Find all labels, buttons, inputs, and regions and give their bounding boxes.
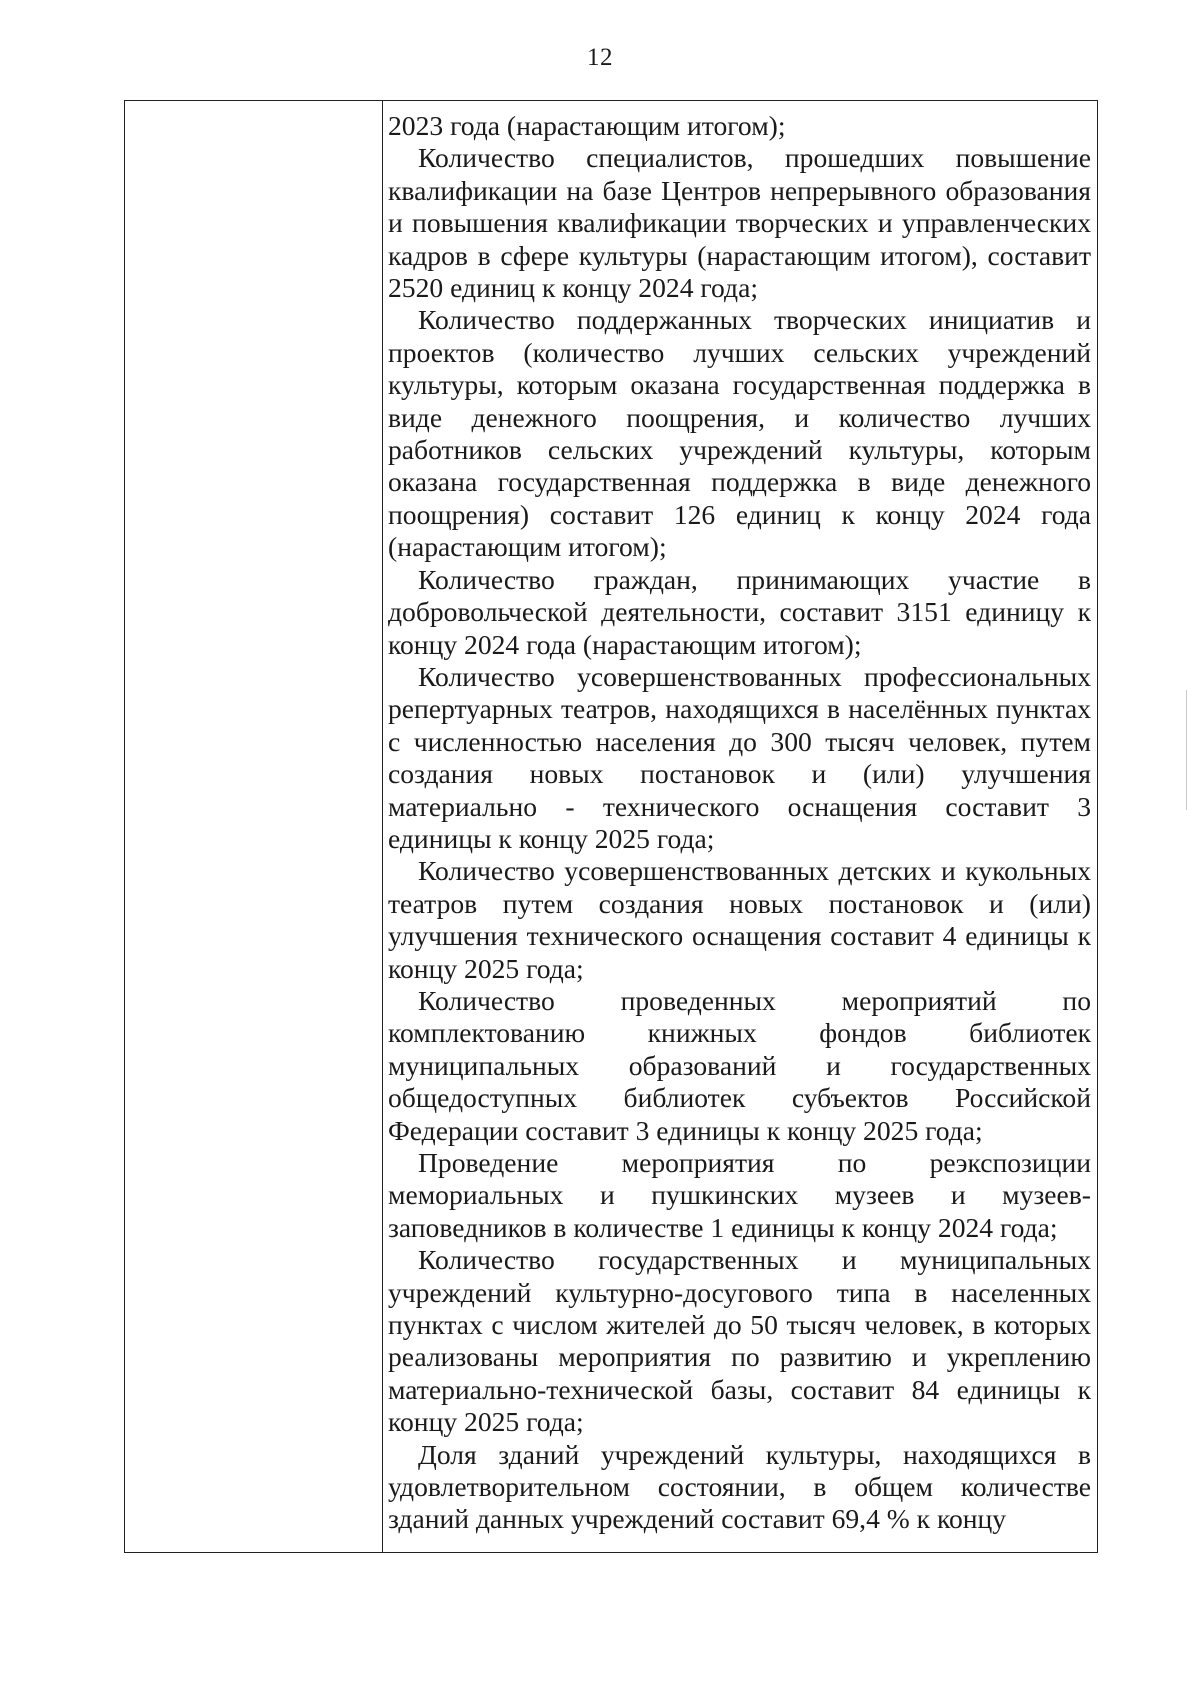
paragraph-continuation: 2023 года (нарастающим итогом);: [388, 110, 786, 141]
paragraph-puppet-theatres: Количество усовершенствованных детских и кукольных театров путем создания новых постановок и (или) улучшения технического оснащения составит 4 единицы к концу 2025 года;: [388, 855, 1091, 984]
table-right-cell: [383, 101, 1097, 1552]
paragraph-cultural-leisure: Количество государственных и муниципальных учреждений культурно-досугового типа в населенных пунктах с числом жителей до 50 тысяч человек, в которых реализованы мероприятия по развитию и укреплению материально-технической базы, составит 84 единицы к концу 2025 года;: [388, 1244, 1091, 1438]
paragraph-creative-initiatives: Количество поддержанных творческих инициатив и проектов (количество лучших сельских учреждений культуры, которым оказана государственная поддержка в виде денежного поощрения, и количество лучших работников сельских учреждений культуры, которым оказана государственная поддержка в виде денежного поощрения) составит 126 единиц к концу 2024 года (нарастающим итогом);: [388, 304, 1091, 563]
paragraph-specialists-training: Количество специалистов, прошедших повышение квалификации на базе Центров непрерывного образования и повышения квалификации творческих и управленческих кадров в сфере культуры (нарастающим итогом), составит 2520 единиц к концу 2024 года;: [388, 142, 1091, 304]
paragraph-buildings-share: Доля зданий учреждений культуры, находящихся в удовлетворительном состоянии, в общем количестве зданий данных учреждений составит 69,4 % к концу: [388, 1438, 1091, 1535]
paragraph-volunteers: Количество граждан, принимающих участие в добровольческой деятельности, составит 3151 единицу к концу 2024 года (нарастающим итогом);: [388, 563, 1091, 660]
paragraph-repertory-theatres: Количество усовершенствованных профессиональных репертуарных театров, находящихся в населённых пунктах с численностью населения до 300 тысяч человек, путем создания новых постановок и (или) улучшения материально - технического оснащения составит 3 единицы к концу 2025 года;: [388, 660, 1091, 854]
table-left-cell: [125, 101, 383, 1552]
paragraph-museum-reexposition: Проведение мероприятия по реэкспозиции мемориальных и пушкинских музеев и музеев-заповедников в количестве 1 единицы к концу 2024 года;: [388, 1147, 1091, 1243]
page-number: 12: [587, 44, 613, 71]
content-table: [124, 100, 1098, 1553]
paragraph-library-funds: Количество проведенных мероприятий по комплектованию книжных фондов библиотек муниципальных образований и государственных общедоступных библиотек субъектов Российской Федерации составит 3 единицы к концу 2025 года;: [388, 984, 1091, 1146]
scan-edge-mark: [1186, 690, 1187, 810]
